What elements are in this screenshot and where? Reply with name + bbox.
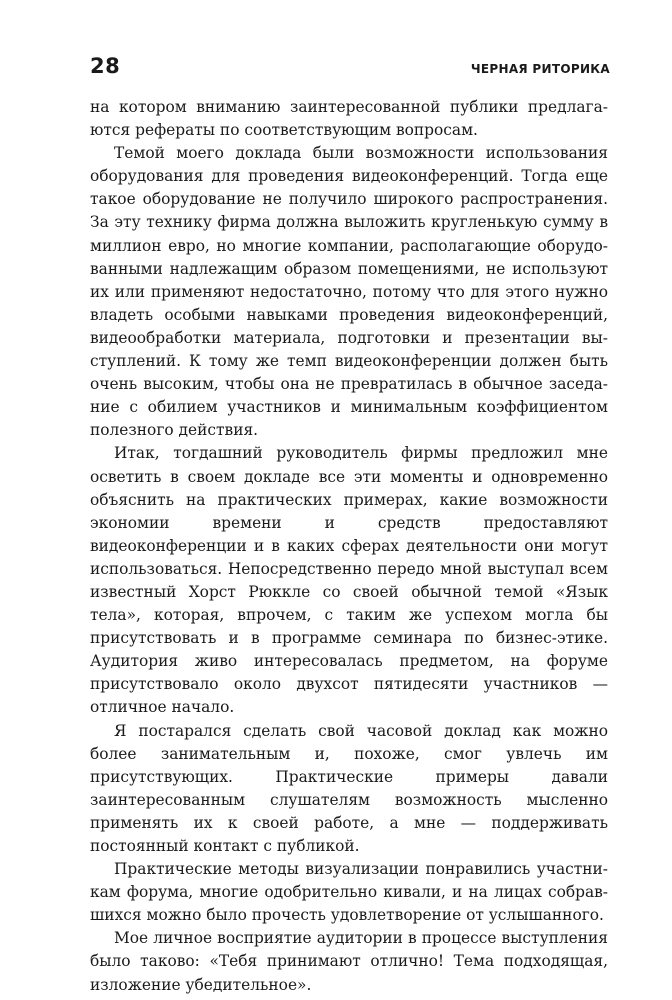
paragraph: Темой моего доклада были возможности использования оборудования для проведения видеоконференций. Тогда еще такое оборудование не получило широкого распространения. За эту технику фирма должна выложить кругленькую сумму в миллион евро, но многие компании, располагающие оборудованными надлежащим образом помещениями, не используют их или применяют недостаточно, потому что для этого нужно владеть особыми навыками проведения видеоконференций, видеообработки материала, подготовки и презентации выступлений. К тому же темп видеоконференции должен быть очень высоким, чтобы она не превратилась в обычное заседание с обилием участников и минимальным коэффициентом полезного действия. <box>90 144 608 440</box>
paragraph: Практические методы визуализации понравились участникам форума, многие одобрительно кивали, и на лицах собравшихся можно было прочесть удовлетворение от услышанного. <box>90 860 608 925</box>
body-text <box>90 96 608 997</box>
page-header <box>90 54 610 84</box>
paragraph: Итак, тогдашний руководитель фирмы предложил мне осветить в своем докладе все эти моменты и одновременно объяснить на практических примерах, какие возможности экономии времени и средств предоставляют видеоконференции и в каких сферах деятельности они могут использоваться. Непосредственно передо мной выступал всем известный Хорст Рюккле со своей обычной темой «Язык тела», которая, впрочем, с таким же успехом могла бы присутствовать и в программе семинара по бизнес-этике. Аудитория живо интересовалась предметом, на форуме присутствовало около двухсот пятидесяти участников — отличное начало. <box>90 444 608 717</box>
paragraph: Мое личное восприятие аудитории в процессе выступления было таково: «Тебя принимают отлично! Тема подходящая, изложение убедительное». <box>90 929 608 994</box>
running-title: ЧЕРНАЯ РИТОРИКА <box>470 62 610 76</box>
paragraph: Я постарался сделать свой часовой доклад как можно более занимательным и, похоже, смог увлечь им присутствующих. Практические примеры давали заинтересованным слушателям возможность мысленно применять их к своей работе, а мне — поддерживать постоянный контакт с публикой. <box>90 721 608 855</box>
page-number: 28 <box>90 54 121 78</box>
paragraph-continuation: на котором вниманию заинтересованной публики предлагаются рефераты по соответствующим вопросам. <box>90 98 608 140</box>
